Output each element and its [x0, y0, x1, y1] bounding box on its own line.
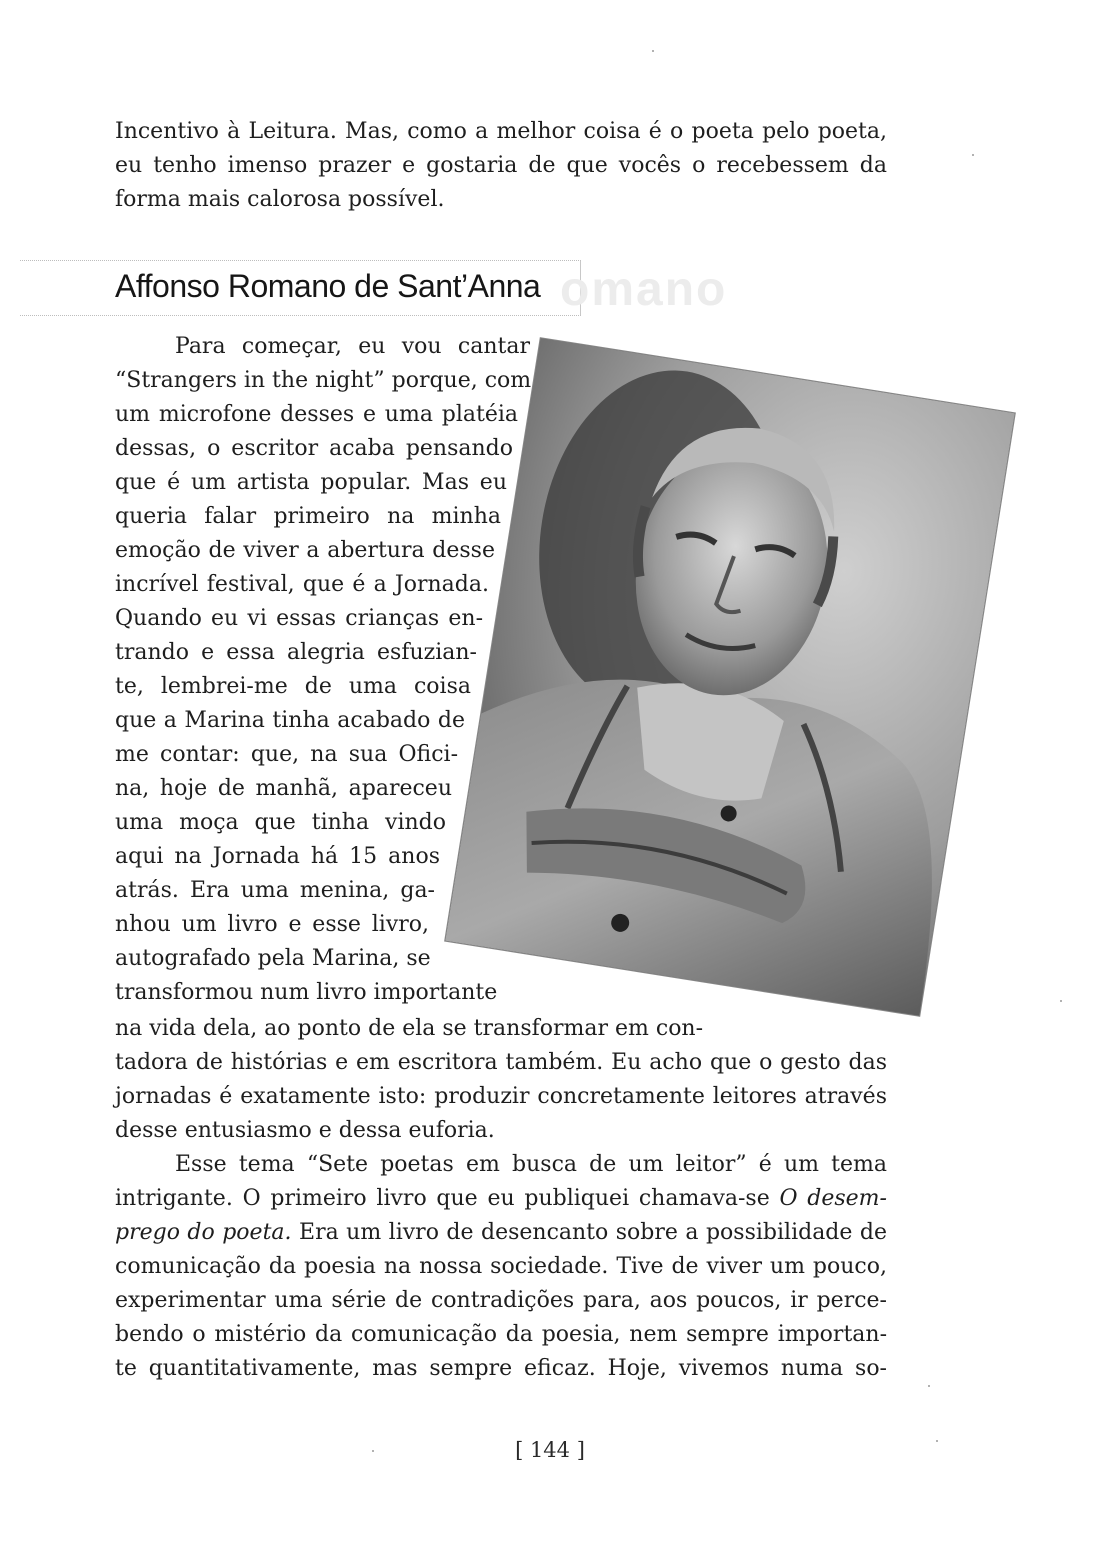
text-line: atrás. Era uma menina, ga- — [115, 878, 435, 903]
text-line: na vida dela, ao ponto de ela se transformar em con- — [115, 1016, 704, 1041]
scan-speck — [972, 154, 974, 156]
text-line: forma mais calorosa possível. — [115, 187, 445, 212]
text-line: eu tenho imenso prazer e gostaria de que vocês o recebessem da — [115, 153, 887, 178]
text-segment: intrigante. O primeiro livro que eu publiquei chamava-se — [115, 1186, 780, 1211]
text-line: me contar: que, na sua Ofici- — [115, 742, 458, 767]
text-line: experimentar uma série de contradições para, aos poucos, ir perce- — [115, 1288, 887, 1313]
book-title-italic: prego do poeta. — [115, 1220, 292, 1245]
text-line — [115, 1216, 887, 1250]
scan-speck — [928, 1385, 930, 1387]
heading-ghost-text: omano — [560, 263, 728, 316]
author-photo — [445, 338, 1015, 1016]
text-line: tadora de histórias e em escritora também. Eu acho que o gesto das — [115, 1050, 887, 1075]
text-line: aqui na Jornada há 15 anos — [115, 844, 440, 869]
page-number: [ 144 ] — [515, 1438, 585, 1462]
text-line — [115, 1182, 887, 1216]
wrapped-text-column — [115, 330, 530, 1010]
text-line: bendo o mistério da comunicação da poesia, nem sempre importan- — [115, 1322, 887, 1347]
text-line: jornadas é exatamente isto: produzir concretamente leitores através — [115, 1084, 887, 1109]
text-line: “Strangers in the night” porque, com — [115, 368, 532, 393]
paragraph-continuation — [115, 1012, 887, 1148]
text-line: que é um artista popular. Mas eu — [115, 470, 507, 495]
text-line: Esse tema “Sete poetas em busca de um leitor” é um tema — [175, 1152, 887, 1177]
text-line: na, hoje de manhã, apareceu — [115, 776, 452, 801]
book-title-italic: O desem- — [779, 1186, 887, 1211]
text-line: queria falar primeiro na minha — [115, 504, 501, 529]
text-line: te quantitativamente, mas sempre eficaz. Hoje, vivemos numa so- — [115, 1356, 887, 1381]
text-line: nhou um livro e esse livro, — [115, 912, 429, 937]
text-line: incrível festival, que é a Jornada. — [115, 572, 489, 597]
text-line: uma moça que tinha vindo — [115, 810, 446, 835]
intro-paragraph — [115, 115, 887, 217]
text-segment: Era um livro de desencanto sobre a possibilidade de — [291, 1220, 887, 1245]
scan-speck — [372, 1450, 374, 1452]
text-line: autografado pela Marina, se — [115, 946, 431, 971]
scan-speck — [652, 50, 654, 52]
text-line: te, lembrei-me de uma coisa — [115, 674, 471, 699]
section-heading: Affonso Romano de Sant’Anna — [115, 268, 541, 304]
text-line: que a Marina tinha acabado de — [115, 708, 465, 733]
text-line: um microfone desses e uma platéia — [115, 402, 518, 427]
text-line: desse entusiasmo e dessa euforia. — [115, 1118, 495, 1143]
scan-speck — [1060, 1000, 1062, 1002]
text-line: transformou num livro importante — [115, 980, 498, 1005]
text-line: comunicação da poesia na nossa sociedade. Tive de viver um pouco, — [115, 1254, 887, 1279]
text-line: Incentivo à Leitura. Mas, como a melhor coisa é o poeta pelo poeta, — [115, 119, 887, 144]
text-line: trando e essa alegria esfuzian- — [115, 640, 477, 665]
text-line: Para começar, eu vou cantar — [175, 334, 530, 359]
second-paragraph — [115, 1148, 887, 1386]
author-photo-image — [445, 338, 1015, 1016]
text-line: Quando eu vi essas crianças en- — [115, 606, 483, 631]
scan-speck — [936, 1440, 938, 1442]
text-line: emoção de viver a abertura desse — [115, 538, 495, 563]
text-line: dessas, o escritor acaba pensando — [115, 436, 513, 461]
